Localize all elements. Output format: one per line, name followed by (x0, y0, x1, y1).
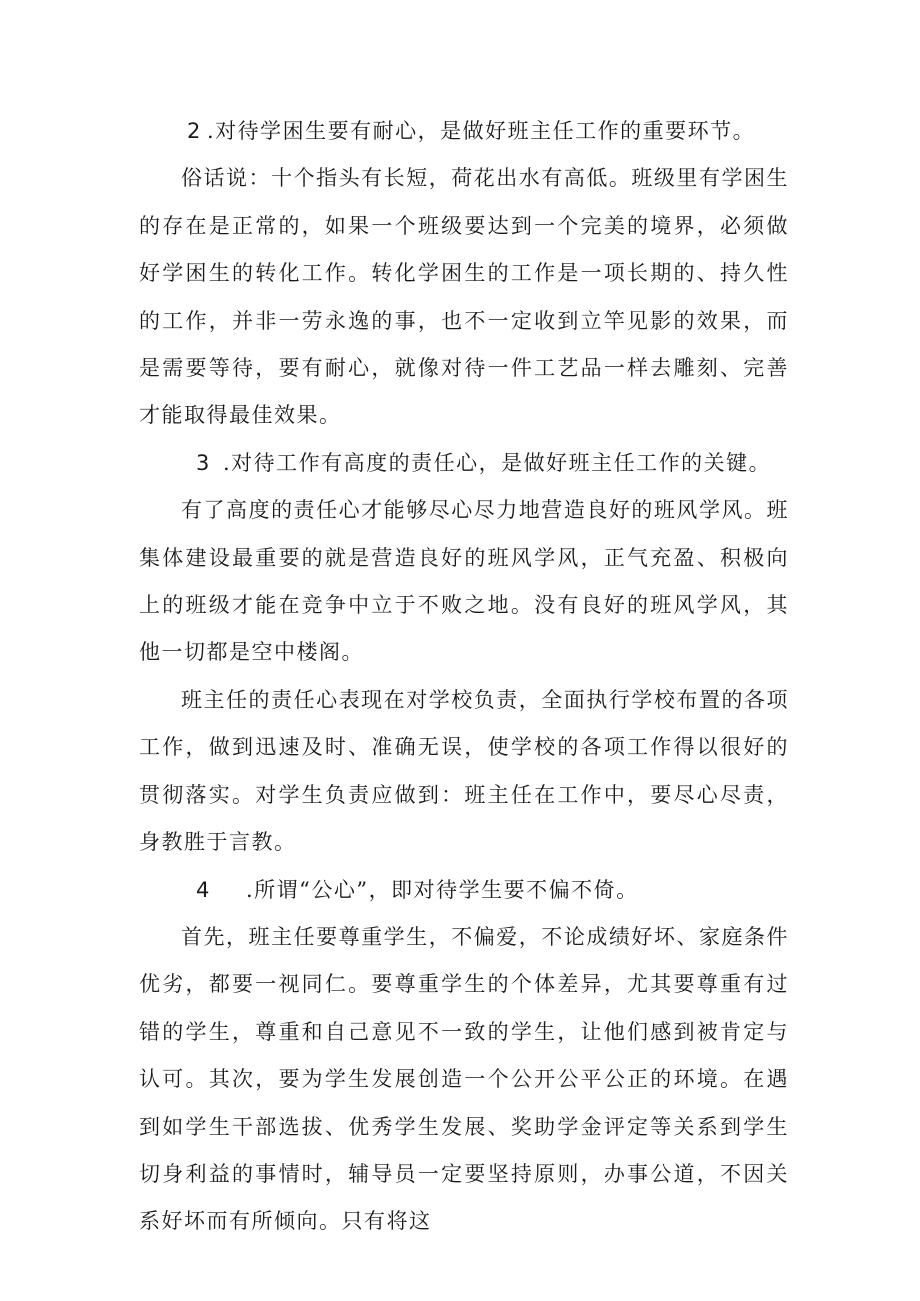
section-number: 3 (196, 450, 211, 475)
section-number: 2 (187, 119, 202, 143)
section-heading-3 (139, 440, 789, 487)
section-number: 4 (196, 877, 211, 902)
paragraph: 俗话说：十个指头有长短，荷花出水有高低。班级里有学困生的存在是正常的，如果一个班级要达到一个完美的境界，必须做好学困生的转化工作。转化学困生的工作是一项长期的、持久性的工作，并非一劳永逸的事，也不一定收到立竿见影的效果，而是需要等待，要有耐心，就像对待一件工艺品一样去雕刻、完善才能取得最佳效果。 (139, 166, 789, 428)
section-heading-4 (139, 867, 789, 914)
paragraph: 首先，班主任要尊重学生，不偏爱，不论成绩好坏、家庭条件优劣，都要一视同仁。要尊重学生的个体差异，尤其要尊重有过错的学生，尊重和自己意见不一致的学生，让他们感到被肯定与认可。其次，要为学生发展创造一个公开公平公正的环境。在遇到如学生干部选拔、优秀学生发展、奖助学金评定等关系到学生切身利益的事情时，辅导员一定要坚持原则，办事公道，不因关系好坏而有所倾向。只有将这 (139, 924, 789, 1234)
document-body (139, 108, 789, 1246)
paragraph: 有了高度的责任心才能够尽心尽力地营造良好的班风学风。班集体建设最重要的就是营造良好的班风学风，正气充盈、积极向上的班级才能在竞争中立于不败之地。没有良好的班风学风，其他一切都是空中楼阁。 (139, 498, 789, 665)
section-heading-2 (139, 108, 789, 155)
paragraph: 班主任的责任心表现在对学校负责，全面执行学校布置的各项工作，做到迅速及时、准确无误，使学校的各项工作得以很好的贯彻落实。对学生负责应做到：班主任在工作中，要尽心尽责，身教胜于言教。 (139, 687, 789, 855)
section-title: .对待学困生要有耐心，是做好班主任工作的重要环节。 (207, 119, 756, 143)
section-title: .对待工作有高度的责任心，是做好班主任工作的关键。 (223, 450, 772, 475)
section-title: .所谓“公心”，即对待学生要不偏不倚。 (246, 877, 639, 902)
